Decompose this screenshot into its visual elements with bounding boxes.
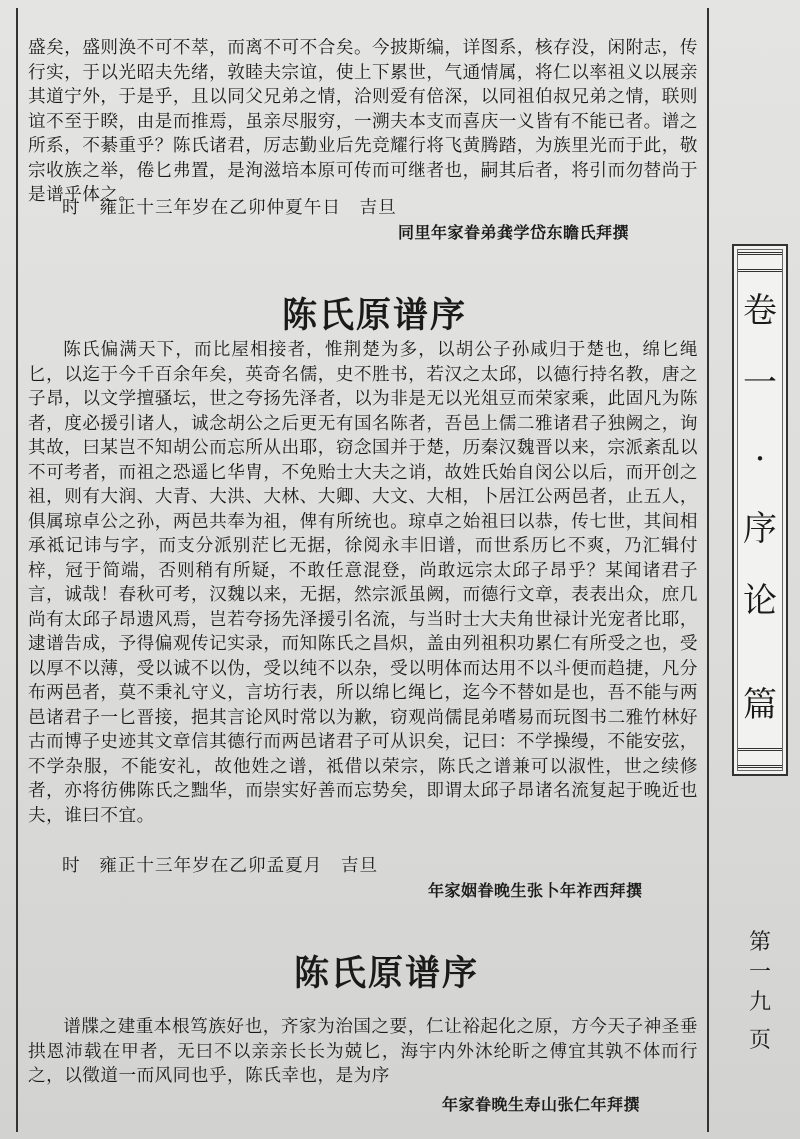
tab-ornament-bottom <box>738 748 782 768</box>
preface1-signature: 年家姻眷晚生张卜年祚西拜撰 <box>428 881 643 900</box>
prev-section-signature: 同里年家眷弟龚学岱东瞻氏拜撰 <box>398 223 630 242</box>
preface1-dateline: 时 雍正十三年岁在乙卯孟夏月 吉旦 <box>62 856 379 876</box>
page-number-char: 九 <box>748 990 771 1015</box>
chapter-tab <box>732 244 788 776</box>
preface2-title: 陈氏原谱序 <box>294 953 480 994</box>
chapter-char: 卷 <box>743 291 777 331</box>
preface1-title: 陈氏原谱序 <box>282 295 468 336</box>
prev-section-dateline: 时 雍正十三年岁在乙卯仲夏午日 吉旦 <box>62 198 397 218</box>
page-number-char: 第 <box>748 930 771 955</box>
page-number-char: 页 <box>748 1028 771 1053</box>
chapter-char: 一 <box>743 363 777 403</box>
chapter-char: 序 <box>743 509 777 549</box>
page-number-char: 一 <box>748 960 771 985</box>
chapter-char: · <box>754 439 766 479</box>
preface2-body: 谱牒之建重本根笃族好也，齐家为治国之要，仁让裕起化之原，方今天子神圣垂拱恩沛载在甲者，无曰不以亲亲长长为兢匕，海宇内外沐纶盺之傅宜其孰不体而行之，以徵道一而风同也乎，陈氏幸也，是为序 <box>28 1017 698 1086</box>
preface1-body: 陈氏偏满天下，而比屋相接者，惟荆楚为多，以胡公子孙咸归于楚也，绵匕绳匕，以迄于今千百余年矣，英奇名儒，史不胜书，若汉之太邱，以德行持名教，唐之子昂，以文学擅骚坛，世之夸扬先泽者，以为非是无以光俎豆而荣家乘，此固凡为陈者，度必援引诸人，诚念胡公之后更无有国名陈者，吾邑上儒二雅诸君子独阙之，询其故，曰某岂不知胡公而忘所从出耶，窃念国并于楚，历秦汉魏晋以来，宗派紊乱以不可考者，而祖之恐遥匕华胄，不免贻士大夫之诮，故姓氏始自闵公以后，而开创之祖，则有大润、大青、大洪、大林、大卿、大文、大相，卜居江公两邑者，止五人，俱属琼卓公之孙，两邑共奉为祖，俾有所统也。琼卓之始祖曰以恭，传七世，其间相承祗记讳与字，而支分派别茫匕无据，徐阅永丰旧谱，而世系历匕不爽，乃汇辑付梓，冠于简端，否则稍有所疑，不敢任意混登，尚敢远宗太邱子昂乎？某闻诸君子言，诚哉！春秋可考，汉魏以来，无据，然宗派虽阙，而德行文章，表表出众，庶几尚有太邱子昂遗风焉，岂若夸扬先泽援引名流，与当时士大夫角世禄计光宠者比耶，逮谱告成，予得偏观传记实录，而知陈氏之昌炽，盖由列祖积功累仁有所受之也，受以厚不以薄，受以诚不以伪，受以纯不以杂，受以明体而达用不以斗便而趋捷，凡分布两邑者，莫不秉礼守义，言坊行表，所以绵匕绳匕，迄今不替如是也，吾不能与两邑诸君子一匕晋接，挹其言论风时常以为歉，窃观尚儒昆弟嗜易而玩图书二雅竹林好古而博子史迹其文章信其德行而两邑诸君子可从识矣，记曰：不学操缦，不能安弦，不学杂服，不能安礼，故他姓之谱，祗借以荣宗，陈氏之谱兼可以淑性，世之续修者，亦将彷佛陈氏之黜华，而崇实好善而忘势矣，即谓太邱子昂诸名流复起于晚近也夫，谁曰不宜。 <box>28 340 698 826</box>
chapter-char: 论 <box>743 581 777 621</box>
prev-section-body: 盛矣，盛则涣不可不萃，而离不可不合矣。今披斯编，详图系，核存没，闲附志，传行实，于以光昭夫先绪，敦睦夫宗谊，使上下累世，气通情属，将仁以率祖义以展亲其道宁外，于是乎，且以同父兄弟之情，洽则爱有倍深，以同祖伯叔兄弟之情，联则谊不至于睽，由是而推焉，虽亲尽服穷，一溯夫本支而喜庆一义皆有不能已者。谱之所系，不綦重乎？陈氏诸君，厉志勤业后先竞耀行将飞黄腾踏，为族里光而于此，敬宗收族之举，倦匕弗置，是洵滋培本原可传而可继者也，嗣其后者，将引而勿替尚于是谱乎体之。 <box>28 38 698 205</box>
tab-ornament-top <box>738 252 782 272</box>
chapter-char: 篇 <box>743 685 777 725</box>
preface2-signature: 年家眷晚生寿山张仁年拜撰 <box>442 1095 641 1114</box>
